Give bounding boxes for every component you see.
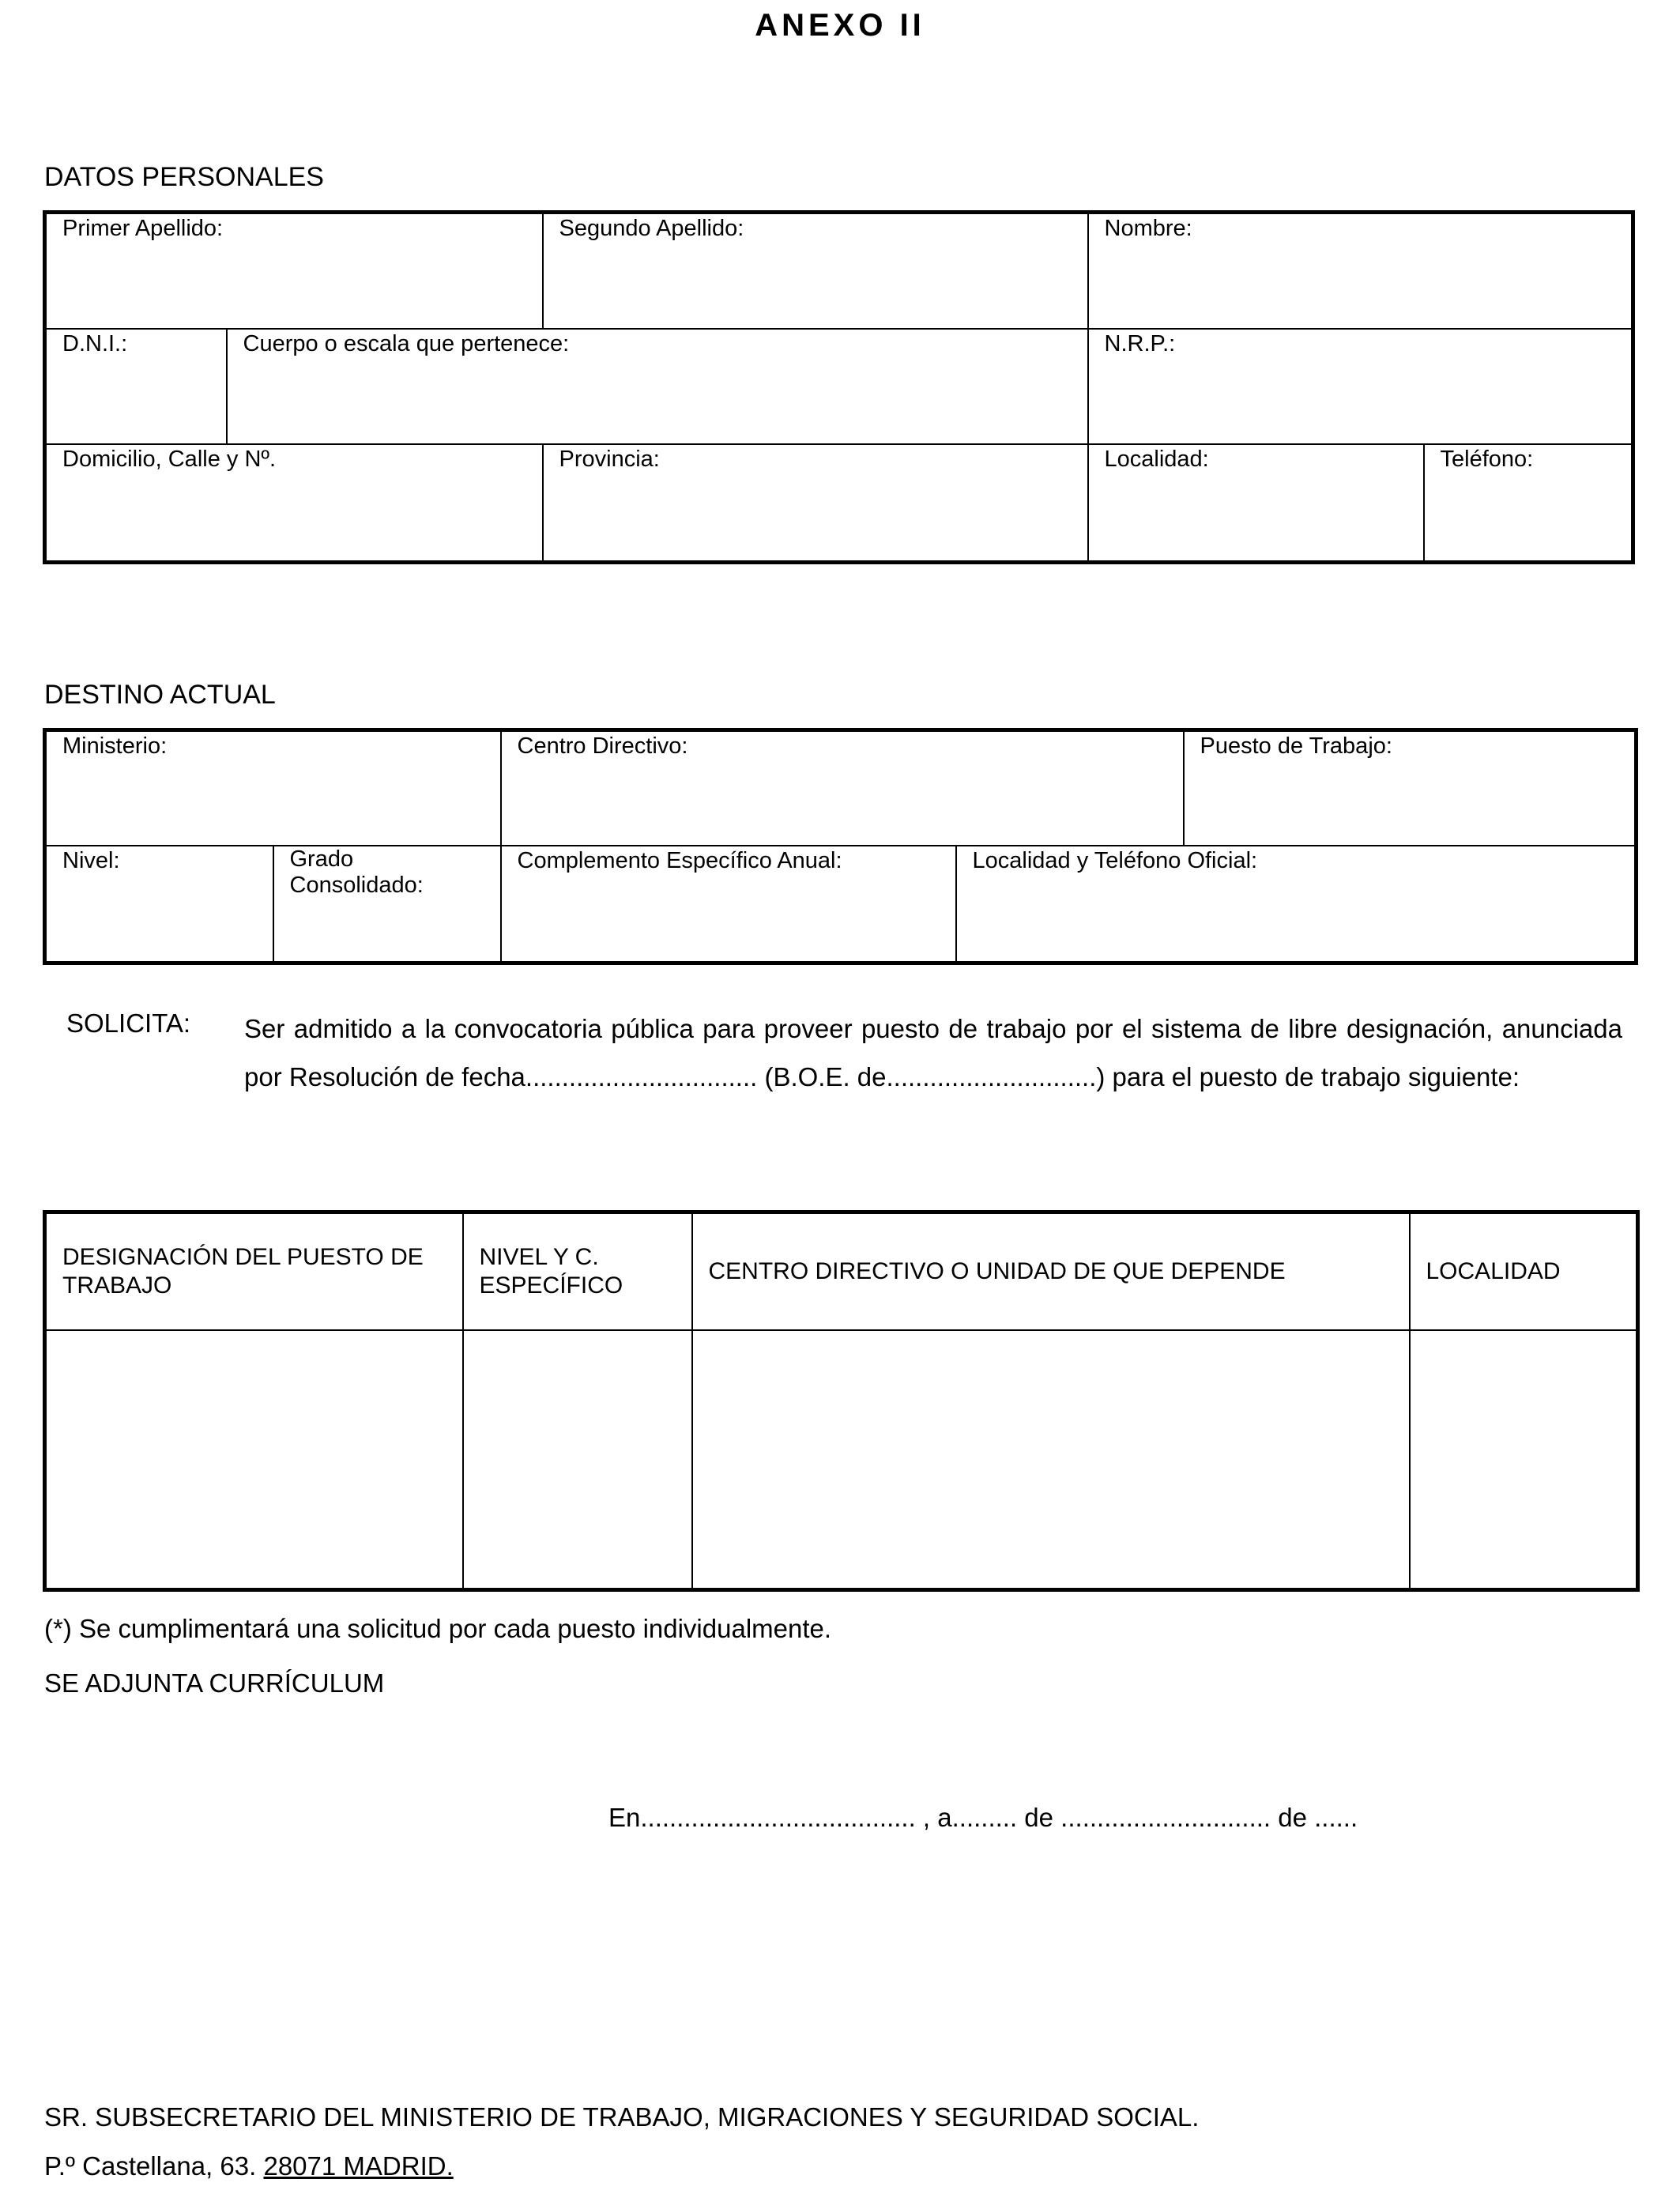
segundo-apellido-field[interactable]: Segundo Apellido: <box>543 213 1088 329</box>
primer-apellido-field[interactable]: Primer Apellido: <box>45 213 543 329</box>
telefono-field[interactable]: Teléfono: <box>1424 444 1633 563</box>
grado-label: Grado <box>289 846 354 872</box>
document-title: ANEXO II <box>755 8 925 43</box>
destinatario-text: SR. SUBSECRETARIO DEL MINISTERIO DE TRABAJO, MIGRACIONES Y SEGURIDAD SOCIAL. <box>44 2102 1200 2132</box>
centro-directivo-field[interactable]: Centro Directivo: <box>501 730 1184 846</box>
nivel-cell[interactable] <box>463 1330 692 1590</box>
grado-consolidado-field[interactable] <box>273 846 501 963</box>
adjunta-curriculum-text: SE ADJUNTA CURRÍCULUM <box>44 1668 385 1698</box>
header-centro-directivo: CENTRO DIRECTIVO O UNIDAD DE QUE DEPENDE <box>692 1212 1410 1330</box>
direccion-line <box>44 2151 454 2181</box>
destino-actual-heading: DESTINO ACTUAL <box>44 680 276 710</box>
localidad-field[interactable]: Localidad: <box>1088 444 1424 563</box>
provincia-field[interactable]: Provincia: <box>543 444 1088 563</box>
solicita-label: SOLICITA: <box>66 1008 191 1038</box>
dni-label: D.N.I.: <box>62 330 128 356</box>
designacion-cell[interactable] <box>45 1330 463 1590</box>
ministerio-field[interactable]: Ministerio: <box>45 730 501 846</box>
datos-personales-table <box>43 210 1635 564</box>
consolidado-label: Consolidado: <box>289 872 424 898</box>
header-nivel: NIVEL Y C. ESPECÍFICO <box>463 1212 692 1330</box>
dni-field[interactable] <box>45 329 227 444</box>
localidad-cell[interactable] <box>1410 1330 1638 1590</box>
cuerpo-escala-field[interactable]: Cuerpo o escala que pertenece: <box>227 329 1088 444</box>
header-localidad: LOCALIDAD <box>1410 1212 1638 1330</box>
domicilio-field[interactable]: Domicilio, Calle y Nº. <box>45 444 543 563</box>
solicita-text: Ser admitido a la convocatoria pública para proveer puesto de trabajo por el sistema de libre designación, anunciada por Resolución de fecha................................ (B.O.E. de.............................) para el puesto de trabajo siguiente: <box>244 1014 1622 1091</box>
localidad-telefono-oficial-field[interactable]: Localidad y Teléfono Oficial: <box>956 846 1637 963</box>
centro-directivo-cell[interactable] <box>692 1330 1410 1590</box>
fecha-line: En...................................... , a......... de ............................. de ...... <box>608 1803 1358 1832</box>
puesto-trabajo-field[interactable]: Puesto de Trabajo: <box>1184 730 1637 846</box>
nombre-field[interactable]: Nombre: <box>1088 213 1633 329</box>
nivel-field[interactable]: Nivel: <box>45 846 273 963</box>
nrp-field[interactable]: N.R.P.: <box>1088 329 1633 444</box>
destino-actual-table <box>43 728 1638 965</box>
header-designacion: DESIGNACIÓN DEL PUESTO DE TRABAJO <box>45 1212 463 1330</box>
datos-personales-heading: DATOS PERSONALES <box>44 162 324 192</box>
direccion-calle: P.º Castellana, 63. <box>44 2151 257 2181</box>
direccion-cp: 28071 MADRID. <box>263 2151 454 2181</box>
complemento-especifico-field[interactable]: Complemento Específico Anual: <box>501 846 956 963</box>
nota-text: (*) Se cumplimentará una solicitud por cada puesto individualmente. <box>44 1614 832 1643</box>
puestos-table <box>43 1210 1640 1592</box>
